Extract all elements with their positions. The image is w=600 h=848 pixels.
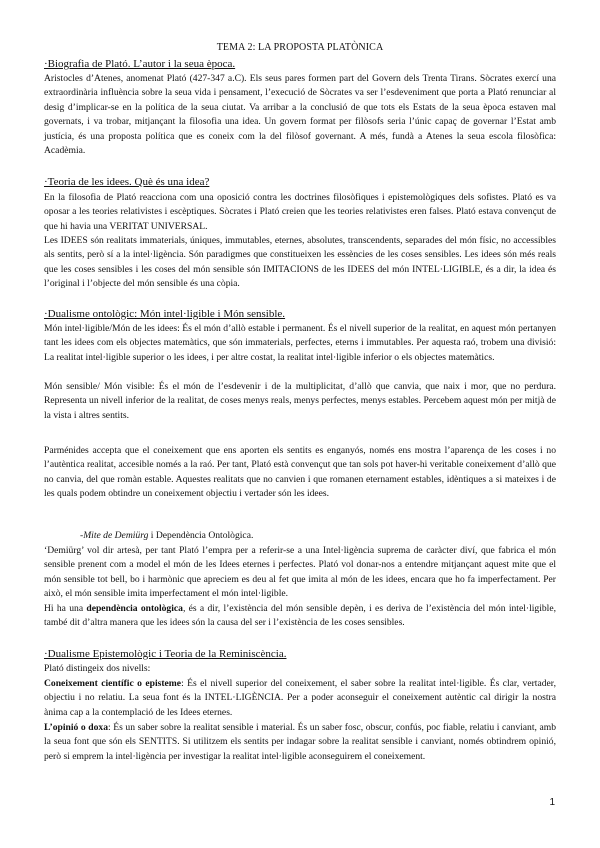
paragraph-biografia: Aristocles d’Atenes, anomenat Plató (427-347 a.C). Els seus pares formen part del Govern dels Trenta Tirans. Sòcrates exercí una extraordinària influència sobre la seua vida i pensament, l’execució de Sòcrates va ser l’esdeveniment que porta a Plató renunciar al desig d’implicar-se en la política de la seua ciutat. Va arribar a la conclusió de que tots els Estats de la seua època estaven mal governats, i va trobar, mitjançant la filosofia una idea. Un govern format per filòsofs seria l’únic capaç de governar l’Estat amb justícia, és una proposta política que es coneix com la del filòsof governant. A més, fundà a Atenes la seua escola filosòfica: Acadèmia. [44,73,556,157]
doxa-text: : És un saber sobre la realitat sensible i material. És un saber fosc, obscur, confús, poc fiable, relatiu i canviant, amb la seua font que són els SENTITS. Si utilitzem els sentits per indagar sobre la realitat sensible i canviant, només obtindrem opinió, però si emprem la intel·ligència per investigar la realitat intel·ligible aconseguirem el coneixement. [44,722,556,762]
document-title: TEMA 2: LA PROPOSTA PLATÒNICA [216,42,384,53]
dependencia-text-a: Hi ha una [44,603,87,614]
subheading-italic: -Mite de Demiürg [80,530,149,541]
paragraph-parmenides: Parménides accepta que el coneixement que ens aporten els sentits es enganyós, només ens mostra l’aparença de les coses i no l’autèntica realitat, accesible només a la raó. Per tant, Plató està convençut que tan sols pot haver-hi veritable coneixement d’allò que no canvia, del que romàn estable. Aquestes realitats que no canvien i que romanen eternament estables, idèntiques a si mateixes i de les quals podem obtindre un coneixement objectiu i vertader són les idees. [44,445,556,500]
paragraph-demiurg: ‘Demiürg’ vol dir artesà, per tant Plató l’empra per a referir-se a una Intel·ligència suprema de caràcter diví, que fabrica el món sensible prenent com a model el món de les Idees eternes i perfectes. Plató vol donar-nos a entendre mitjançant aquest mite que el món sensible tot bell, bo i harmònic que apreciem es deu al fet que imita al món de les idees, encara que ho fa imperfectament. Per això, el món sensible imita imperfectament el món intel·ligible. [44,545,556,600]
dependencia-text-b: , és a dir, l’existència del món sensible depèn, i es deriva de l’existència del món intel·ligible, també dit d’altra manera que les idees són la causa del ser i l’existència de les coses sensibles. [44,603,556,629]
paragraph-dependencia [44,602,556,631]
paragraph-episteme [44,677,556,720]
episteme-text: : És el nivell superior del coneixement, el saber sobre la realitat intel·ligible. És clar, vertader, objectiu i no relatiu. La seua font és la INTEL·LIGÈNCIA. Per a poder aconseguir el coneixement autèntic cal dirigir la nostra ànima cap a la contemplació de les Idees eternes. [44,678,556,718]
paragraph-teoria-idees-2: Les IDEES són realitats immaterials, úniques, immutables, eternes, absolutes, transcendents, separades del món físic, no accessibles als sentits, però sí a la intel·ligència. Són paradigmes que constitueixen les essències de les coses sensibles. Les idees són més reals que les coses sensibles i les coses del món sensible són IMITACIONS de les IDEES del món INTEL·LIGIBLE, és a dir, la idea és l’original i l’objecte del món sensible és una còpia. [44,235,556,290]
doxa-bold: L’opinió o doxa [44,722,108,733]
heading-dualisme-ontologic: ·Dualisme ontològic: Món intel·ligible i Món sensible. [44,308,286,320]
dependencia-bold: dependència ontològica [86,603,183,614]
paragraph-mon-sensible: Món sensible/ Món visible: És el món de l’esdevenir i de la multiplicitat, d’allò que canvia, que naix i mor, que no perdura. Representa un nivell inferior de la realitat, de coses menys reals, menys perfectes, menys estables. Percebem aquest món per mitjà de la vista i altres sentits. [44,381,556,421]
subheading-rest: i Dependència Ontològica. [148,530,254,541]
page-number: 1 [549,797,555,808]
episteme-bold: Coneixement científic o episteme [44,678,182,689]
subheading-mite-demiurg [80,530,253,541]
heading-biografia: ·Biografia de Plató. L’autor i la seua època. [44,58,236,70]
paragraph-dos-nivells: Plató distingeix dos nivells: [44,663,151,674]
paragraph-mon-intelligible: Món intel·ligible/Món de les idees: És el món d’allò estable i permanent. És el nivell superior de la realitat, en aquest món pertanyen tant les idees com els objectes matemàtics, que són immaterials, perfectes, eterns i immutables. Per aquesta raó, trobem una divisió: La realitat intel·ligible superior o les idees, i per altre costat, la realitat intel·ligible inferior o els objectes matemàtics. [44,323,556,363]
paragraph-teoria-idees-1: En la filosofia de Plató reacciona com una oposició contra les doctrines filosòfiques i epistemològiques dels sofistes. Plató es va oposar a les teories relativistes i escèptiques. Sòcrates i Plató creien que les teories relativistes eren falses. Plató estava convençut de que hi havia una VERITAT UNIVERSAL. [44,192,556,232]
paragraph-doxa [44,721,556,764]
heading-dualisme-epistemologic: ·Dualisme Epistemològic i Teoria de la Reminiscència. [44,648,287,660]
heading-teoria-idees: ·Teoria de les idees. Què és una idea? [44,176,210,188]
